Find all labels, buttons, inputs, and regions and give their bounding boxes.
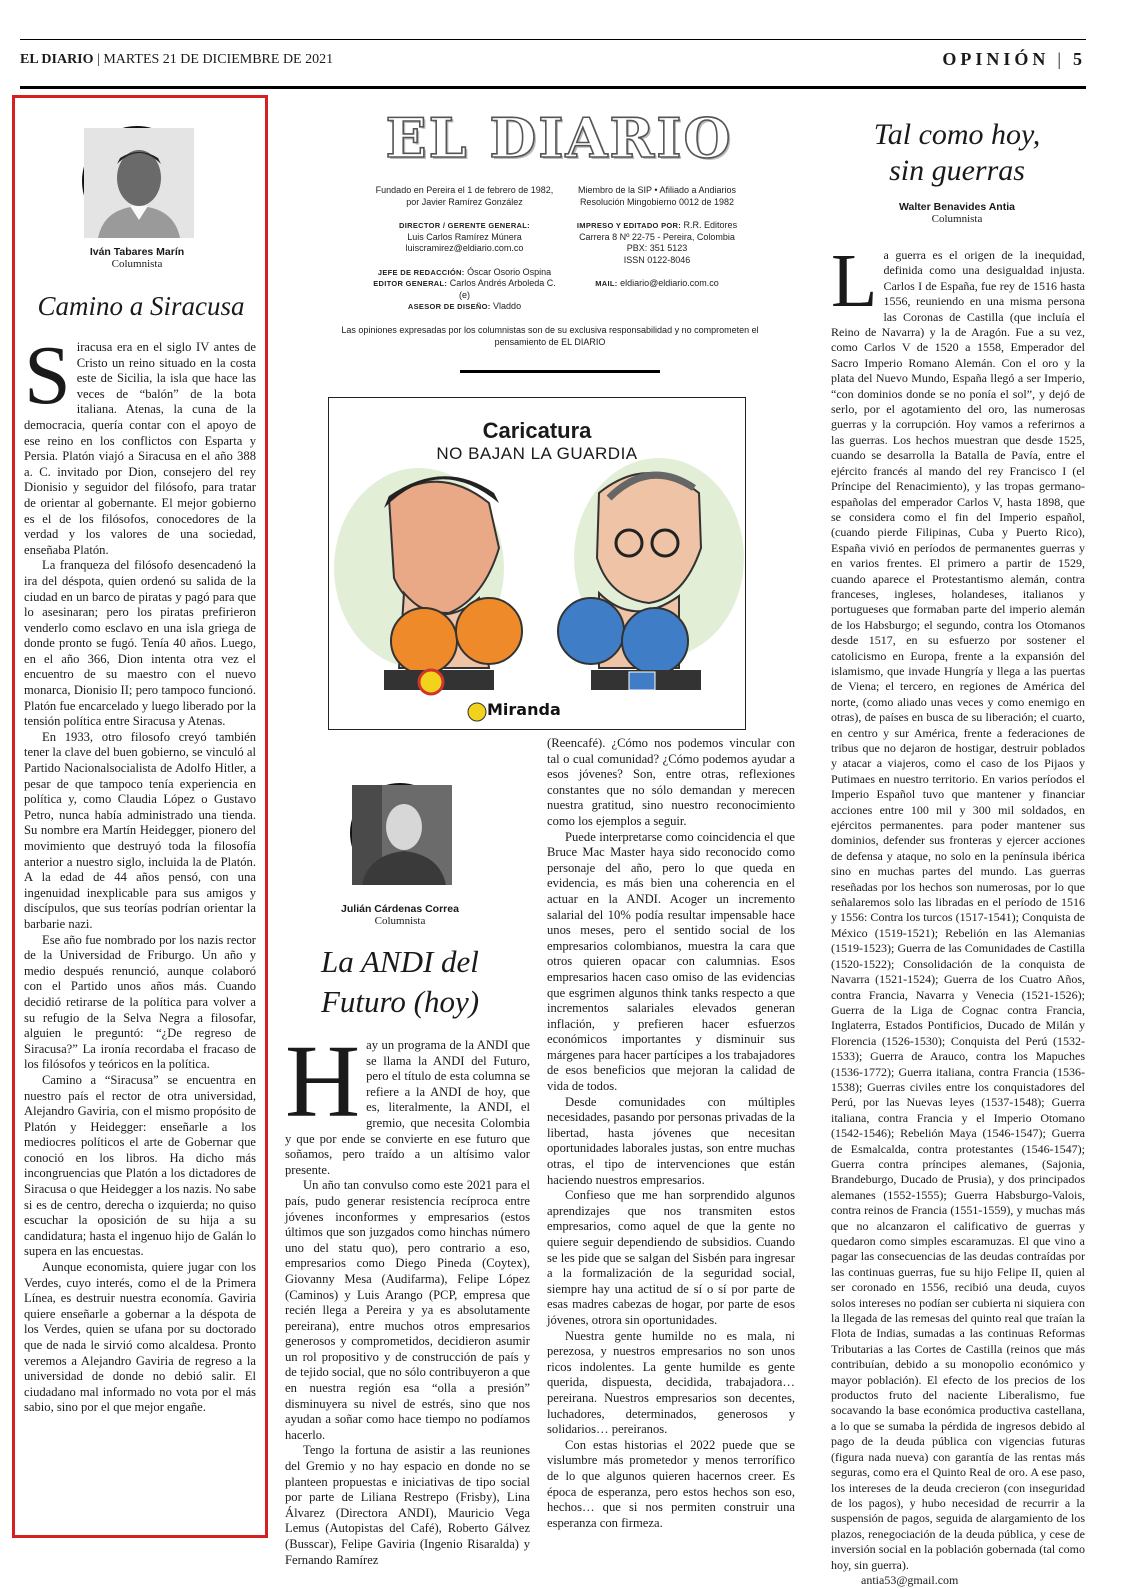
author-name: Walter Benavides Antia	[899, 201, 1015, 213]
article-body-1	[24, 329, 256, 1416]
article-body-4	[831, 239, 1085, 1588]
paragraph: Siracusa era en el siglo IV antes de Cristo un reino situado en la costa este de Sicilia, la isla que hace las veces de “balón” de la bota italiana. Atenas, la cuna de la democracia, quería contar con el apoyo de ese reino en los conflictos con Esparta y Persia. Platón viajó a Siracusa en el año 388 a. C. invitado por Dion, consejero del rey Dionisio y seguidor del filósofo, para tratar de orientar al gobernante. El mejor gobierno es el de los filósofos, conocedores de la verdad y los valores de una sociedad, enseñaba Platón.	[24, 329, 256, 557]
paragraph: Aunque economista, quiere jugar con los Verdes, cuyo interés, como el de la Primera Línea, es destruir nuestra economía. Gaviria quiere enseñarle a gobernar a la déspota de los Verdes, quien se ufana por su doctorado que de nada le sirvió como alcaldesa. Pronto veremos a Alejandro Gaviria de regreso a la universidad de donde no debió salir. El ciudadano mal informado no vota por el más sabio, sino por el que mejor engañe.	[24, 1260, 256, 1415]
portrait-image	[84, 128, 194, 238]
masthead-rule	[460, 370, 660, 373]
article-title: Tal como hoy, sin guerras	[873, 118, 1041, 187]
article-title: Camino a Siracusa	[37, 291, 245, 321]
paragraph: La franqueza del filósofo desencadenó la ira del déspota, quien ordenó su salida de la ciudad en un barco de piratas y pagó para que lo asesinaran; pero los piratas prefirieron venderlo como esclavo en una isla griega de donde pronto se fugó. Tenía 40 años. Luego, en el año 366, Dion intenta otra vez el encuentro de su maestro con el nuevo monarca, Dionisio II; pero tampoco funcionó. Platón fue encarcelado y luego liberado por la tensión política entre Siracusa y Atenas.	[24, 558, 256, 729]
author-block-4	[862, 201, 1052, 225]
article-body-2	[285, 1024, 530, 1568]
cartoon-title: Caricatura	[482, 418, 592, 443]
cartoon-subtitle: NO BAJAN LA GUARDIA	[436, 444, 638, 463]
author-name: Iván Tabares Marín	[89, 246, 185, 258]
paragraph: Confieso que me han sorprendido algunos aprendizajes que nos transmiten estos empresarios, como aquel de que la gente no quiere seguir dependiendo de subsidios. Cuando se les pide que se salgan del Sisbén para ingresar a la formalización de la seguridad social, siempre hay una actitud de sí o sí por parte de esas madres cabezas de hogar, por parte de esos jóvenes, otrora sin oportunidades.	[547, 1188, 795, 1327]
drop-cap: S	[24, 329, 71, 422]
cartoon	[328, 397, 746, 730]
paragraph: Un año tan convulso como este 2021 para el país, pudo generar resistencia recíproca entre jóvenes inconformes y empresarios (estos últimos que son juzgados como hinchas número uno del statu quo), pero contrario a eso, empresarios como Diego Pineda (Coytex), Giovanny Mesa (Audifarma), Felipe López (Caminos) y Luis Arango (PCP, empresa que recién llega a Pereira y ya es absolutamente pereirana), entre muchos otros empresarios generosos y comprometidos, decidieron asumir un rol propositivo y de construcción de país y de tejido social, que no sólo contribuyeron a que en nuestra región esa “olla a presión” disminuyera su nivel de estrés, sino que nos ayudan a soñar como hace tiempo no podíamos hacerlo.	[285, 1178, 530, 1442]
masthead-disclaimer: Las opiniones expresadas por los columnistas son de su exclusiva responsabilidad y no comprometen el pensamiento de EL DIARIO	[341, 325, 759, 347]
paragraph: Camino a “Siracusa” se encuentra en nuestro país el rector de otra universidad, Alejandro Gaviria, con el mismo propósito de Platón y Heidegger: enseñarle a los mediocres políticos el arte de Gobernar que conoció en los libros. Ha dicho más incongruencias que Platón a los dictadores de Siracusa o que Heidegger a los nazis. No sabe si es de centro, derecha o izquierda; no quiso escuchar la oposición de su hija a su candidatura; hasta el ingenuo hijo de Galán lo supera en las encuestas.	[24, 1072, 256, 1259]
top-rule	[20, 39, 1086, 40]
avatar-julian-cardenas	[350, 783, 450, 883]
header-brand: EL DIARIO	[20, 52, 94, 67]
avatar-ivan-tabares	[82, 126, 192, 236]
author-block-2	[305, 903, 495, 927]
paragraph: Nuestra gente humilde no es mala, ni perezosa, y nuestros empresarios no son unos ricos indolentes. La gente humilde es gente querida, dispuesta, decidida, trabajadora… pereirana. Nuestros empresarios son decentes, luchadores, determinados, generosos y solidarios… pereiranos.	[547, 1328, 795, 1437]
paragraph: Puede interpretarse como coincidencia el que Bruce Mac Master haya sido reconocido como personaje del año, pero lo que queda en evidencia, es más bien una coherencia en el actuar en la ANDI. Acoger un incremento salarial del 10% podía resultar impensable hace unos meses, pero el sentido social de los empresarios colombianos, muestra la cara que otros quieren opacar con calumnias. Esos empresarios hacen caso omiso de las evidencias que esgrimen algunos think tanks respecto a que incrementos salariales elevados generan inflación, y prefieren hacer esfuerzos económicos importantes y disminuir sus márgenes para hacer partícipes a los trabajadores de esos beneficios que mejoran la calidad de vida de todos.	[547, 829, 795, 1094]
portrait-image	[352, 785, 452, 885]
drop-cap: H	[285, 1024, 361, 1139]
paragraph: Ese año fue nombrado por los nazis rector de la Universidad de Friburgo. Un año y medio después renunció, aunque colaboró con el Partido unos años más. Cuando decidió retirarse de la política para volver a su refugio de la Selva Negra a filosofar, alguien le preguntó: “¿De regreso de Siracusa?” La ironía recordaba el fracaso de los filósofos y teóricos en la política.	[24, 932, 256, 1072]
author-role: Columnista	[931, 213, 983, 225]
article-body-2-continued	[547, 736, 795, 1531]
header-right: OPINIÓN | 5	[942, 49, 1086, 69]
paragraph: Tengo la fortuna de asistir a las reuniones del Gremio y no hay espacio en donde no se planteen propuestas e iniciativas de tipo social por parte de Liliana Restrepo (Frisby), Lina Álvarez (Directora ANDI), Mauricio Vega Lemus (Autopistas del Café), Roberto Gálvez (Busscar), Felipe Gaviria (Ingenio Risaralda) y Fernando Ramírez	[285, 1443, 530, 1567]
paragraph: La guerra es el origen de la inequidad, definida como una desigualdad injusta. Carlos I de España, fue rey de 1516 hasta 1556, reuniendo en una misma persona las Coronas de Castilla (que incluía el Reino de Navarra) y la de Aragón. Fue a su vez, como Carlos V de 1520 a 1558, Emperador del Sacro Imperio Romano Alemán. Con el oro y la plata del Nuevo Mundo, España llegó a ser Imperio, “con dominios donde se no ponía el sol”, y dejó de serlo, por el agotamiento del oro, las numerosas guerras y la corrupción. Hoy vamos a referirnos a las guerras. Los hechos muestran que desde 1525, cuando se desarrolla la Batalla de Pavía, entre el ejército francés al mando del rey Francisco I (el Príncipe del Renacimiento), y las tropas germano-españolas del emperador Carlos V, hasta 1898, que se considera como el fin del Imperio español, (cuando pierde Filipinas, Cuba y Puerto Rico), España vivió en períodos de permanentes guerras y en varios frentes. El primero a partir de 1529, cuando aparece el Protestantismo alemán, contra franceses, ingleses, holandeses, italianos y portugueses que formaban parte del imperio alemán de los Habsburgo; el segundo, contra los Otomanos desde 1517, en su esfuerzo por sostener el catolicismo en Europa, frente a la expansión del islamismo, que invade Hungría y llega a las puertas de Viena; el tercero, en regiones de América del norte, (como aliado unas veces y como enemigo en otras), de países en busca de su liberación; el cuarto, en centro y sur América, frente a federaciones de tribus que no dejaron de hostigar, destruir poblados y atacar a viajeros, como el caso de los Pijaos y Putimaes en nuestro territorio. En varios períodos el Imperio Español tuvo que mantener y financiar acciones entre 100 mil y 300 mil soldados, en ejércitos permanentes. para poder mantener sus dominios, defender sus fronteras y ejercer acciones de defensa y ataque, no solo en la península ibérica sino en muchas partes del mundo. Las guerras reseñadas por los hechos son numerosas, por lo que señalaremos solo las libradas en el período de 1516 y 1556: Contra los turcos (1517-1541); Conquista de México (1519-1521); Rebelión en las Alemanias (1519-1523); Guerra de las Comunidades de Castilla (1520-1522); Consolidación de la conquista de Navarra (1521-1524); Guerra de los Cuatro Años, contra Francia, Navarra y Venecia (1521-1526); Guerra de la Liga de Cognac contra Francia, Inglaterra, Estados Pontificios, Ducado de Milán y Florencia (1526-1530); Conquista del Perú (1532-1533); Guerra de Arauco, contra los Mapuches (1536-1772); Guerra italiana, contra Francia (1536-1538); Guerras civiles entre los conquistadores del Perú, por las Nuevas leyes (1537-1548); Guerra italiana, contra Francia y el Imperio Otomano (1542-1546); Rebelión Maya (1546-1547); Guerra de Esmalcalda, contra protestantes (1546-1547); Guerra contra príncipes alemanes, (Sajonia, Brandeburgo, Ducado de Prusia), y dos principados alemanes (1552-1555); Guerra Habsburgo-Valois, contra reinos de Francia (1551-1559), y muchas más que no alcanzaron el calificativo de guerras y quedaron como simples escaramuzas. El que vino a pagar las consecuencias de las deudas contraídas por las continuas guerras, fue su hijo Felipe II, quien al ser coronado en 1556, recibió una deuda, cuyos solos intereses no podían ser cubierta ni siquiera con la llegada de las remesas del quinto real que traían la Flota de Indias, sumadas a las continuas Reformas Tributarias a las Cortes de Castilla (reinos que más contribuían, debido a su monopolio económico y mayor población). El efecto de los precios de los productos fruto del naciente Liberalismo, fue socavando la base económica productiva castellana, a lo que se sumaba la pérdida de ingresos debido al pago de la deuda pública con vigencias futuras (figura nada nueva) con garantía de las rentas más seguras, como era el Quinto Real de oro. A ese paso, los intereses de la deuda crecieron (con inseguridad de los pagos), y hubo necesidad de recurrir a la suspensión de pagos, seguida de alargamiento de los plazos, renegociación de la deuda pública, y cese de inversión social en la población gobernada (tal como hoy, sin guerra).	[831, 239, 1085, 1572]
header-left: EL DIARIO | MARTES 21 DE DICIEMBRE DE 2021	[20, 52, 334, 67]
header-rule	[20, 86, 1086, 89]
masthead-right-info: Miembro de la SIP • Afiliado a Andiarios Resolución Mingobierno 0012 de 1982 IMPRESO Y EDITADO POR: R.R. Editores Carrera 8 Nº 22-75 - Pereira, Colombia PBX: 351 5123 ISSN 0122-8046 MAIL: eldiario@eldiario.com.co	[576, 185, 738, 288]
page-number: 5	[1073, 49, 1086, 69]
drop-cap: L	[831, 239, 878, 323]
paragraph: Hay un programa de la ANDI que se llama la ANDI del Futuro, pero el título de esta columna se refiere a la ANDI de hoy, que es, literalmente, la ANDI, el gremio, que necesita Colombia y que por ende se convierte en ese futuro que soñamos, pero traído a un altísimo valor presente.	[285, 1024, 530, 1177]
author-name: Julián Cárdenas Correa	[341, 903, 459, 915]
author-block-1	[42, 246, 232, 270]
article-title: La ANDI del Futuro (hoy)	[320, 944, 480, 1019]
paragraph: (Reencafé). ¿Cómo nos podemos vincular con tal o cual comunidad? ¿Cómo podemos ayudar a esos jóvenes? Son, entre otras, reflexiones constantes que no sólo demandan y merecen nuestra gratitud, sino nuestro reconocimiento como los ejemplos a seguir.	[547, 736, 795, 828]
author-role: Columnista	[374, 915, 426, 927]
author-email: antia53@gmail.com	[861, 1572, 959, 1587]
paragraph: En 1933, otro filosofo creyó también tener la clave del buen gobierno, se vinculó al Partido Nacionalsocialista de Adolfo Hitler, a pesar de que tampoco tenía experiencia en política y, como Claudia López o Gustavo Petro, nunca había administrado una tienda. Su nombre era Martín Heidegger, pionero del movimiento que destruyó toda la filosofía anterior a nuestro siglo, incluida la de Platón. A la edad de 44 años pensó, con una ingenuidad inexplicable para sus amigos y discípulos, que sus teorías podrían orientar la barbarie nazi.	[24, 729, 256, 931]
header-date: MARTES 21 DE DICIEMBRE DE 2021	[103, 52, 334, 67]
masthead	[372, 108, 746, 168]
paragraph: Desde comunidades con múltiples necesidades, pasando por personas privadas de la libertad, hasta jóvenes que necesitan oportunidades laborales justas, son entre muchas otras, el tipo de intervenciones que están haciendo nuestros empresarios.	[547, 1094, 795, 1187]
cartoon-illustration	[329, 398, 747, 731]
author-role: Columnista	[111, 258, 163, 270]
masthead-logo: EL DIARIO	[385, 106, 733, 170]
page-header	[20, 49, 1086, 76]
masthead-left-info: Fundado en Pereira el 1 de febrero de 1982, por Javier Ramírez González DIRECTOR / GERENTE GENERAL: Luis Carlos Ramírez Múnera luiscramirez@eldiario.com.co JEFE DE REDACCIÓN: Óscar Osorio Ospina EDITOR GENERAL: Carlos Andrés Arboleda C. (e) ASESOR DE DISEÑO: Vladdo	[373, 185, 556, 311]
cartoonist-signature: Miranda	[487, 700, 561, 719]
paragraph: Con estas historias el 2022 puede que se vislumbre más prometedor y menos terrorífico de lo que algunos quieren hacernos creer. Es época de esperanza, pero estos hechos son eso, hechos… que si nos permiten construir una esperanza con firmeza.	[547, 1437, 795, 1530]
section-name: OPINIÓN	[942, 49, 1050, 69]
